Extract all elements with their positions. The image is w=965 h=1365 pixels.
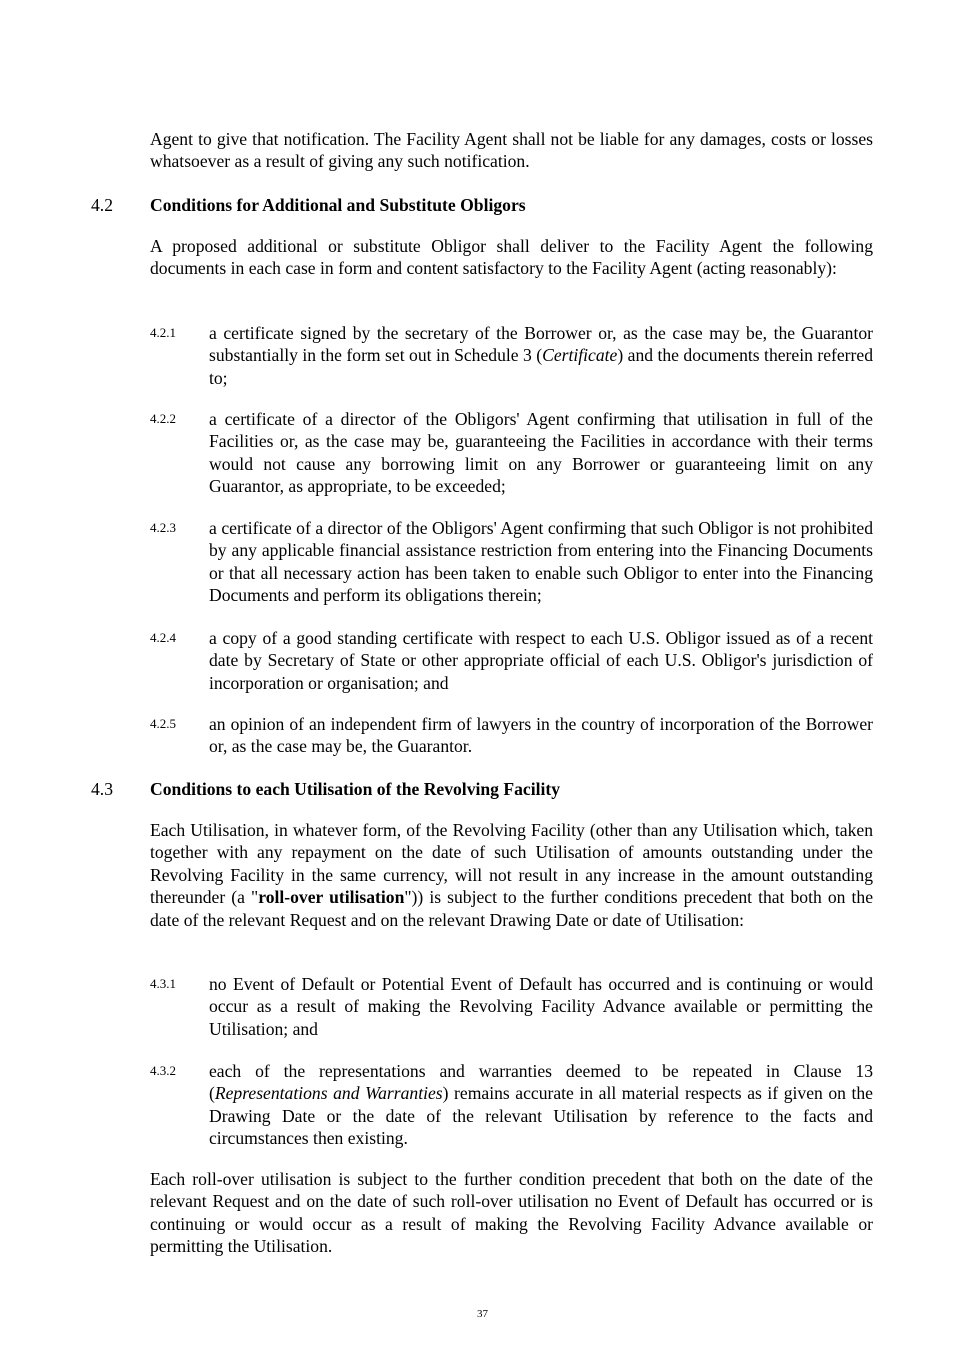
clause-4-2-2-number: 4.2.2 — [150, 411, 176, 426]
clause-4-2-1-text-a: a certificate signed by the secretary of the Borrower or, as the case may be, the Guarantor substantially in the form set out in Schedule 3 ( — [209, 323, 873, 366]
clause-4-2-1-number: 4.2.1 — [150, 325, 176, 340]
section-4-2-intro: A proposed additional or substitute Obligor shall deliver to the Facility Agent the following documents in each case in form and content satisfactory to the Facility Agent (acting reasonably): — [150, 236, 873, 279]
section-4-3-intro — [150, 819, 873, 931]
page-number: 37 — [477, 1308, 488, 1320]
clause-4-3-2-number: 4.3.2 — [150, 1063, 176, 1078]
intro-paragraph: Agent to give that notification. The Facility Agent shall not be liable for any damages, costs or losses whatsoever as a result of giving any such notification. — [150, 129, 873, 172]
clause-4-3-1-number: 4.3.1 — [150, 976, 176, 991]
section-4-3-title: Conditions to each Utilisation of the Revolving Facility — [150, 779, 561, 799]
clause-4-2-4-number: 4.2.4 — [150, 630, 176, 645]
clause-4-2-4-text: a copy of a good standing certificate with respect to each U.S. Obligor issued as of a recent date by Secretary of State or other appropriate official of each U.S. Obligor's jurisdiction of incorporation or organisation; and — [209, 628, 873, 693]
clause-4-2-3-number: 4.2.3 — [150, 520, 176, 535]
clause-4-2-1-italic: Certificate — [542, 345, 618, 366]
clause-4-3-1-text: no Event of Default or Potential Event of Default has occurred and is continuing or would occur as a result of making the Revolving Facility Advance available or permitting the Utilisation; and — [209, 974, 873, 1039]
section-4-2-number: 4.2 — [91, 195, 113, 215]
section-4-3-intro-b: ")) is subject to the further conditions precedent that both on the date of the relevant Request and on the relevant Drawing Date or date of Utilisation: — [150, 887, 874, 930]
clause-4-3-2-italic: Representations and Warranties — [214, 1083, 443, 1104]
section-4-3-number: 4.3 — [91, 779, 113, 799]
roll-over-utilisation-term: roll-over utilisation — [258, 887, 405, 908]
section-4-2-title: Conditions for Additional and Substitute Obligors — [150, 195, 526, 215]
clause-4-3-2-text — [209, 1060, 873, 1150]
clause-4-3-2-text-b: ) remains accurate in all material respects as if given on the Drawing Date or the date of the relevant Utilisation by reference to the facts and circumstances then existing. — [209, 1083, 873, 1149]
clause-4-2-3-text: a certificate of a director of the Obligors' Agent confirming that such Obligor is not prohibited by any applicable financial assistance restriction from entering into the Financing Documents or that all necessary action has been taken to enable such Obligor to enter into the Financing Documents and perform its obligations therein; — [209, 518, 873, 606]
clause-4-2-5-number: 4.2.5 — [150, 716, 176, 731]
section-4-3-intro-a: Each Utilisation, in whatever form, of the Revolving Facility (other than any Utilisation which, taken together with any repayment on the date of such Utilisation of amounts outstanding under the Revolving Facility in the same currency, will not result in any increase in the amount outstanding thereunder (a " — [150, 820, 873, 908]
clause-4-2-1-text — [209, 322, 873, 389]
section-4-3-closing: Each roll-over utilisation is subject to the further condition precedent that both on the date of the relevant Request and on the date of such roll-over utilisation no Event of Default has occurred or is continuing or would occur as a result of making the Revolving Facility Advance available or permitting the Utilisation. — [150, 1169, 873, 1257]
clause-4-2-1-text-b: ) and the documents therein referred to; — [209, 345, 874, 388]
clause-4-3-2-text-a: each of the representations and warranties deemed to be repeated in Clause 13 ( — [209, 1061, 873, 1104]
clause-4-2-5-text: an opinion of an independent firm of lawyers in the country of incorporation of the Borrower or, as the case may be, the Guarantor. — [209, 714, 873, 757]
clause-4-2-2-text: a certificate of a director of the Obligors' Agent confirming that utilisation in full of the Facilities or, as the case may be, guaranteeing the Facilities in accordance with their terms would not cause any borrowing limit on any Borrower or guaranteeing limit on any Guarantor, as appropriate, to be exceeded; — [209, 409, 873, 497]
